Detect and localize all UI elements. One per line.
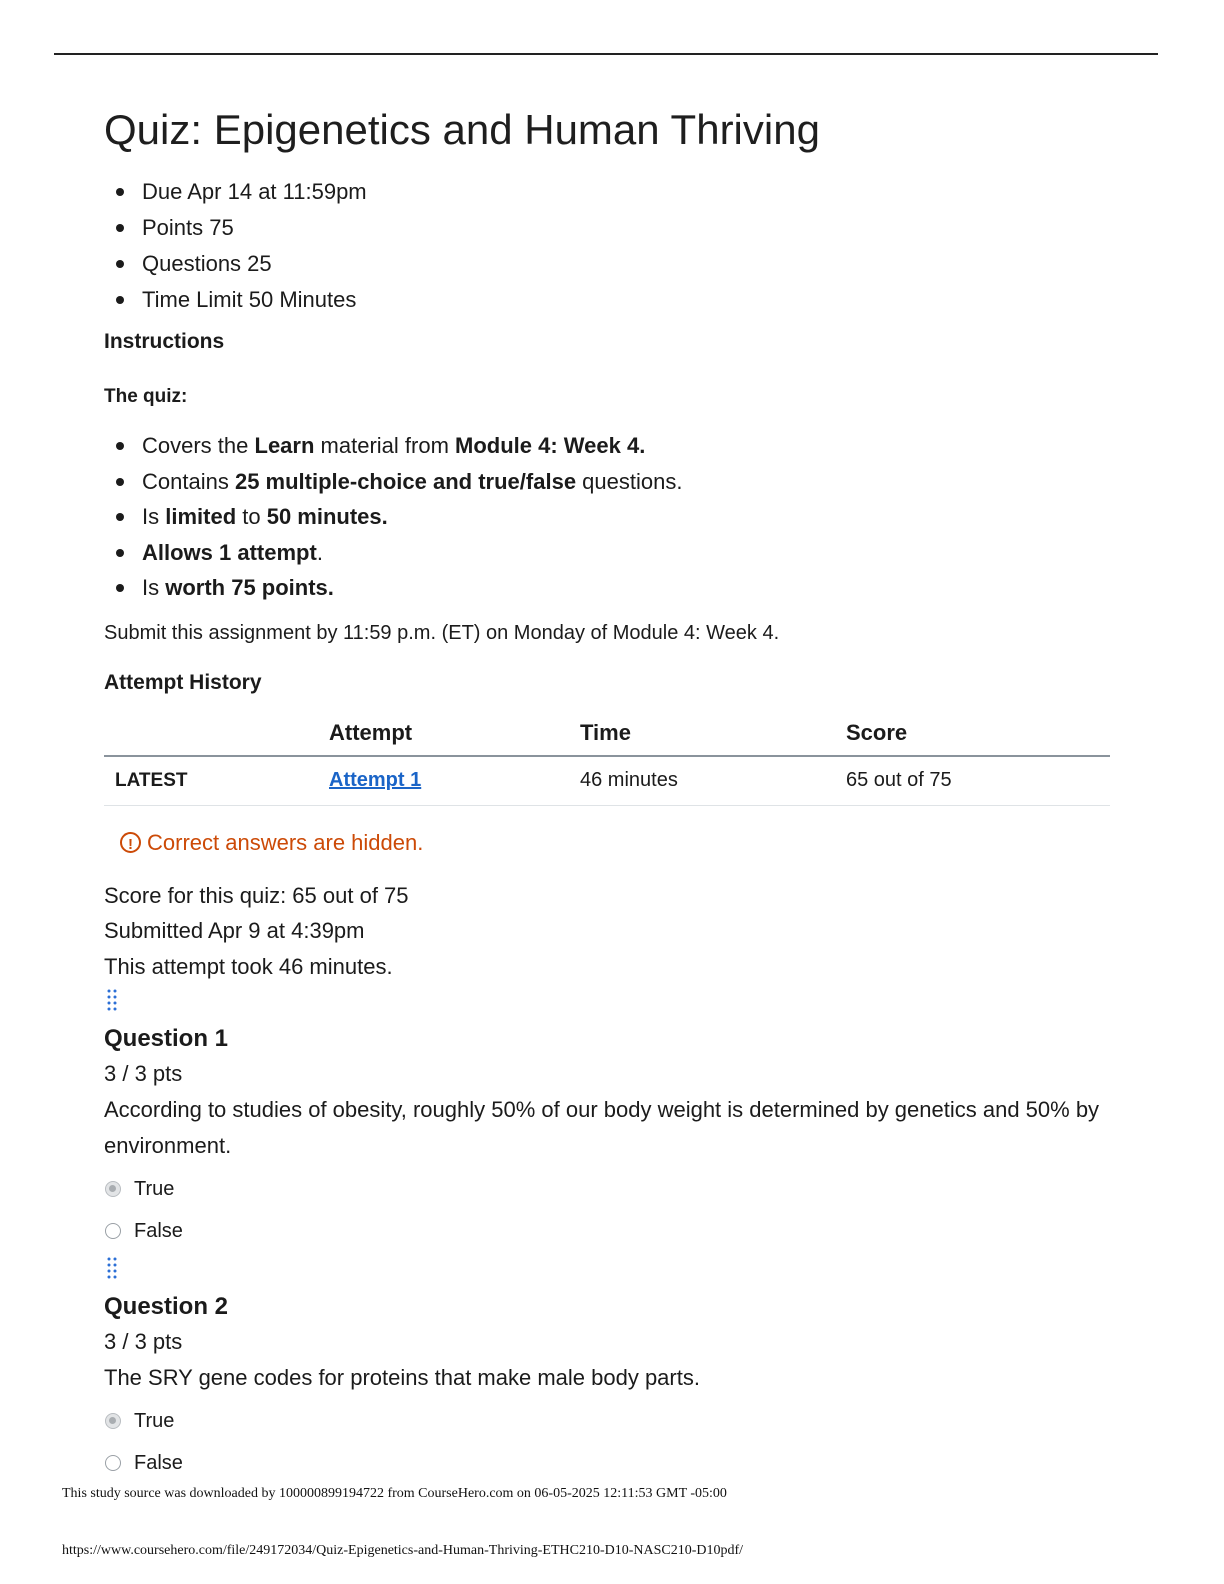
column-header-tag bbox=[104, 711, 329, 756]
quiz-meta-list bbox=[104, 174, 1110, 318]
quiz-page bbox=[104, 104, 1110, 1484]
meta-time-limit: Time Limit 50 Minutes bbox=[104, 282, 1110, 318]
source-url: https://www.coursehero.com/file/249172034/Quiz-Epigenetics-and-Human-Thriving-ETHC210-D10-NASC210-D10pdf/ bbox=[62, 1543, 744, 1558]
attempt-1-link[interactable]: Attempt 1 bbox=[329, 769, 422, 791]
instructions-list bbox=[104, 428, 1110, 606]
question-block bbox=[104, 1290, 1110, 1484]
radio-selected-icon[interactable] bbox=[105, 1181, 121, 1197]
radio-icon[interactable] bbox=[105, 1455, 121, 1471]
question-points: 3 / 3 pts bbox=[104, 1061, 183, 1086]
meta-due: Due Apr 14 at 11:59pm bbox=[104, 174, 1110, 210]
duration-line: This attempt took 46 minutes. bbox=[104, 953, 393, 979]
quiz-summary bbox=[104, 878, 1110, 985]
question-title: Question 1 bbox=[104, 1025, 229, 1052]
radio-selected-icon[interactable] bbox=[105, 1413, 121, 1429]
attempt-history-table bbox=[104, 711, 1110, 806]
question-block bbox=[104, 1022, 1110, 1252]
submitted-line: Submitted Apr 9 at 4:39pm bbox=[104, 918, 365, 943]
page-title: Quiz: Epigenetics and Human Thriving bbox=[104, 106, 820, 153]
column-header-time: Time bbox=[580, 711, 846, 756]
attempt-score: 65 out of 75 bbox=[846, 756, 1110, 806]
attempt-time: 46 minutes bbox=[580, 756, 846, 806]
question-text: The SRY gene codes for proteins that make male body parts. bbox=[104, 1365, 700, 1390]
option-true[interactable]: True bbox=[104, 1400, 1110, 1442]
radio-icon[interactable] bbox=[105, 1223, 121, 1239]
warning-icon: ! bbox=[120, 832, 141, 853]
drag-handle-icon[interactable] bbox=[106, 988, 126, 1016]
drag-handle-icon[interactable] bbox=[106, 1256, 126, 1284]
score-line: Score for this quiz: 65 out of 75 bbox=[104, 882, 409, 908]
attempt-history-heading: Attempt History bbox=[104, 670, 262, 694]
question-text: According to studies of obesity, roughly 50% of our body weight is determined by genetics and 50% by environment. bbox=[104, 1097, 1100, 1158]
meta-points: Points 75 bbox=[104, 210, 1110, 246]
instruction-allows: Allows 1 attempt. bbox=[104, 535, 1110, 571]
download-source-note: This study source was downloaded by 100000899194722 from CourseHero.com on 06-05-2025 12:11:53 GMT -05:00 bbox=[62, 1486, 727, 1501]
column-header-attempt: Attempt bbox=[329, 711, 580, 756]
table-row bbox=[104, 756, 1110, 806]
instruction-covers: Covers the Learn material from Module 4: Week 4. bbox=[104, 428, 1110, 464]
column-header-score: Score bbox=[846, 711, 1110, 756]
instruction-worth: Is worth 75 points. bbox=[104, 570, 1110, 606]
option-false[interactable]: False bbox=[104, 1442, 1110, 1484]
instruction-contains: Contains 25 multiple-choice and true/false questions. bbox=[104, 464, 1110, 500]
question-title: Question 2 bbox=[104, 1293, 229, 1320]
latest-tag: LATEST bbox=[104, 756, 329, 806]
submit-deadline-note: Submit this assignment by 11:59 p.m. (ET) on Monday of Module 4: Week 4. bbox=[104, 621, 780, 644]
instruction-limited: Is limited to 50 minutes. bbox=[104, 499, 1110, 535]
table-header-row bbox=[104, 711, 1110, 756]
meta-questions: Questions 25 bbox=[104, 246, 1110, 282]
answers-hidden-notice bbox=[120, 828, 1110, 858]
quiz-subheading: The quiz: bbox=[104, 386, 188, 407]
top-divider bbox=[54, 53, 1158, 55]
answers-hidden-text: Correct answers are hidden. bbox=[147, 829, 424, 855]
option-false[interactable]: False bbox=[104, 1210, 1110, 1252]
question-points: 3 / 3 pts bbox=[104, 1329, 183, 1354]
option-true[interactable]: True bbox=[104, 1168, 1110, 1210]
instructions-heading: Instructions bbox=[104, 330, 225, 353]
